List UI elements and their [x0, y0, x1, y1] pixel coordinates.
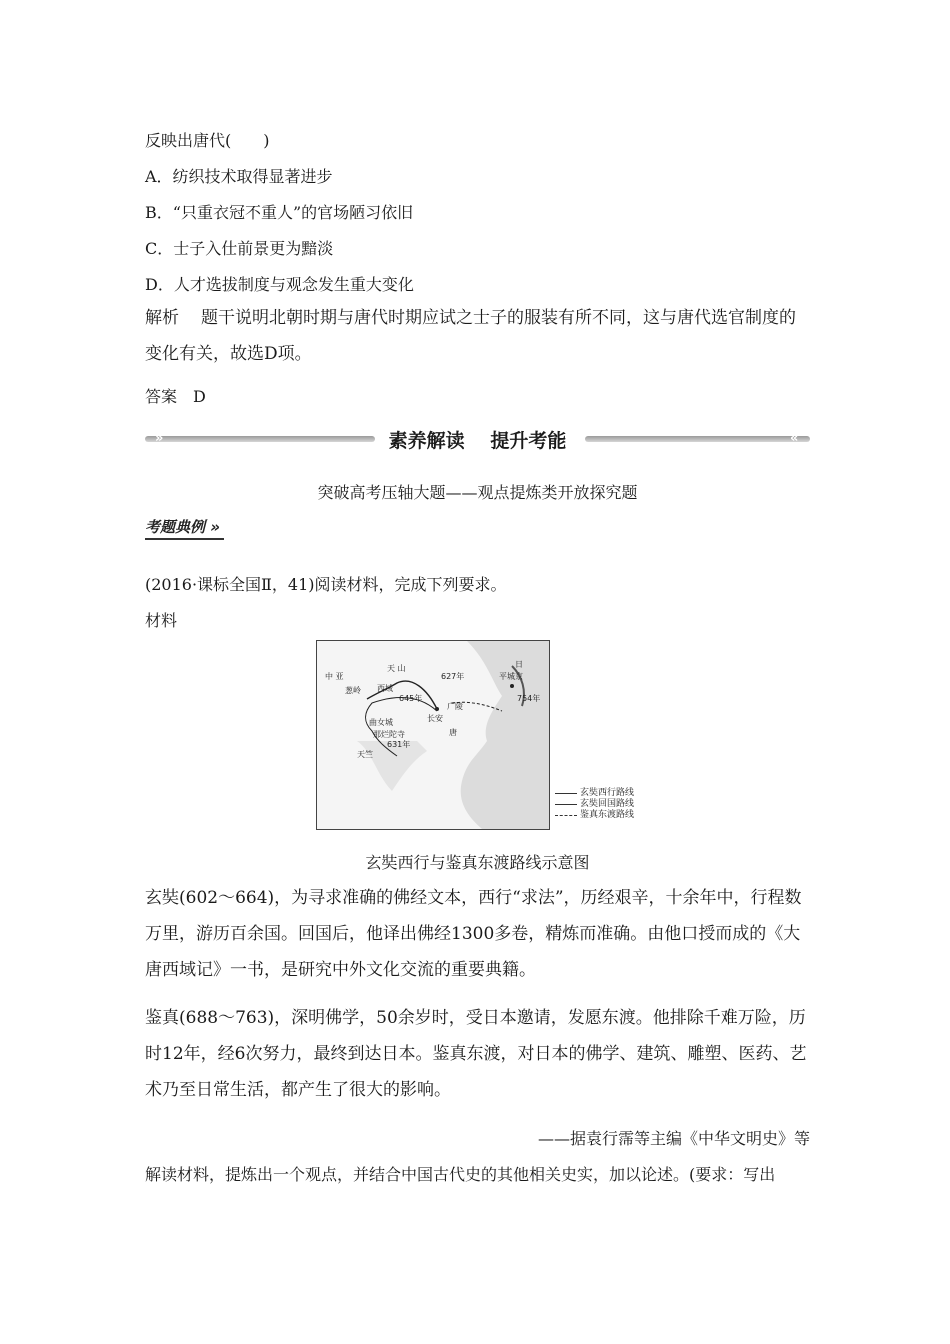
- legend-jianzhen: [555, 810, 634, 821]
- map-label-heijo: 平城京: [499, 672, 523, 681]
- legend-west-label: 玄奘西行路线: [580, 788, 635, 798]
- banner-right-text: 提升考能: [490, 430, 567, 452]
- map-label-xiyu: 西域: [377, 684, 393, 693]
- section-banner: [145, 422, 810, 456]
- banner-left-text: 素养解读: [388, 430, 465, 452]
- map-legend: [555, 788, 634, 821]
- heijo-marker: [510, 684, 514, 688]
- map-label-central-asia: 中 亚: [325, 672, 344, 681]
- map-caption: 玄奘西行与鉴真东渡路线示意图: [365, 853, 590, 872]
- legend-return-label: 玄奘回国路线: [580, 799, 635, 809]
- example-tag-text: 考题典例: [145, 518, 206, 536]
- map-label-631: 631年: [387, 740, 411, 749]
- map-label-nalanda: 那烂陀寺: [373, 730, 405, 739]
- map-label-645: 645年: [399, 694, 423, 703]
- legend-jianzhen-swatch: [555, 815, 577, 816]
- route-map: [316, 640, 550, 830]
- legend-west-swatch: [555, 793, 577, 794]
- example-tag: [145, 516, 220, 537]
- material-label: 材料: [145, 611, 178, 630]
- analysis-label: 解析: [145, 308, 179, 328]
- answer: [145, 384, 206, 407]
- map-label-754: 754年: [517, 694, 541, 703]
- answer-value: D: [193, 387, 206, 406]
- option-b: B．“只重衣冠不重人”的官场陋习依旧: [145, 203, 414, 222]
- map-label-guangling: 广陵: [447, 702, 463, 711]
- double-chevron-icon: »: [210, 518, 220, 536]
- material-para-1: 玄奘(602～664)，为寻求准确的佛经文本，西行“求法”，历经艰辛，十余年中，行程数万里，游历百余国。回国后，他译出佛经1300多卷，精炼而准确。由他口授而成的《大唐西域记》一书，是研究中外文化交流的重要典籍。: [145, 888, 802, 980]
- changan-marker: [435, 707, 439, 711]
- material-para-2: 鉴真(688～763)，深明佛学，50余岁时，受日本邀请，发愿东渡。他排除千难万险，历时12年，经6次努力，最终到达日本。鉴真东渡，对日本的佛学、建筑、雕塑、医药、艺术乃至日常生活，都产生了很大的影响。: [145, 1008, 807, 1100]
- problem-source: (2016·课标全国Ⅱ，41)阅读材料，完成下列要求。: [145, 575, 507, 594]
- analysis-text: 题干说明北朝时期与唐代时期应试之士子的服装有所不同，这与唐代选官制度的变化有关，故选D项。: [145, 308, 796, 364]
- citation: ——据袁行霈等主编《中华文明史》等: [537, 1129, 810, 1148]
- legend-jianzhen-label: 鉴真东渡路线: [580, 810, 635, 820]
- answer-label: 答案: [145, 387, 178, 406]
- double-chevron-left-icon: «: [790, 431, 799, 446]
- legend-return: [555, 799, 634, 810]
- map-label-congling: 葱岭: [345, 686, 361, 695]
- option-d: D．人才选拔制度与观念发生重大变化: [145, 275, 414, 294]
- option-a: A．纺织技术取得显著进步: [145, 167, 333, 186]
- legend-west: [555, 788, 634, 799]
- option-c: C．士子入仕前景更为黯淡: [145, 239, 334, 258]
- legend-return-swatch: [555, 804, 577, 805]
- banner-title: [145, 426, 810, 453]
- double-chevron-right-icon: »: [155, 431, 164, 446]
- map-label-qunu: 曲女城: [369, 718, 393, 727]
- analysis: [145, 300, 810, 372]
- map-label-japan: 日: [515, 660, 523, 669]
- map-label-tianzhu: 天竺: [357, 750, 373, 759]
- map-label-tang: 唐: [449, 728, 457, 737]
- map-label-tianshan: 天 山: [387, 664, 406, 673]
- map-label-627: 627年: [441, 672, 465, 681]
- task-text: 解读材料，提炼出一个观点，并结合中国古代史的其他相关史实，加以论述。(要求：写出: [145, 1165, 776, 1184]
- section-subtitle: 突破高考压轴大题——观点提炼类开放探究题: [317, 483, 638, 502]
- map-label-changan: 长安: [427, 714, 443, 723]
- question-stem-tail: 反映出唐代( ): [145, 131, 270, 150]
